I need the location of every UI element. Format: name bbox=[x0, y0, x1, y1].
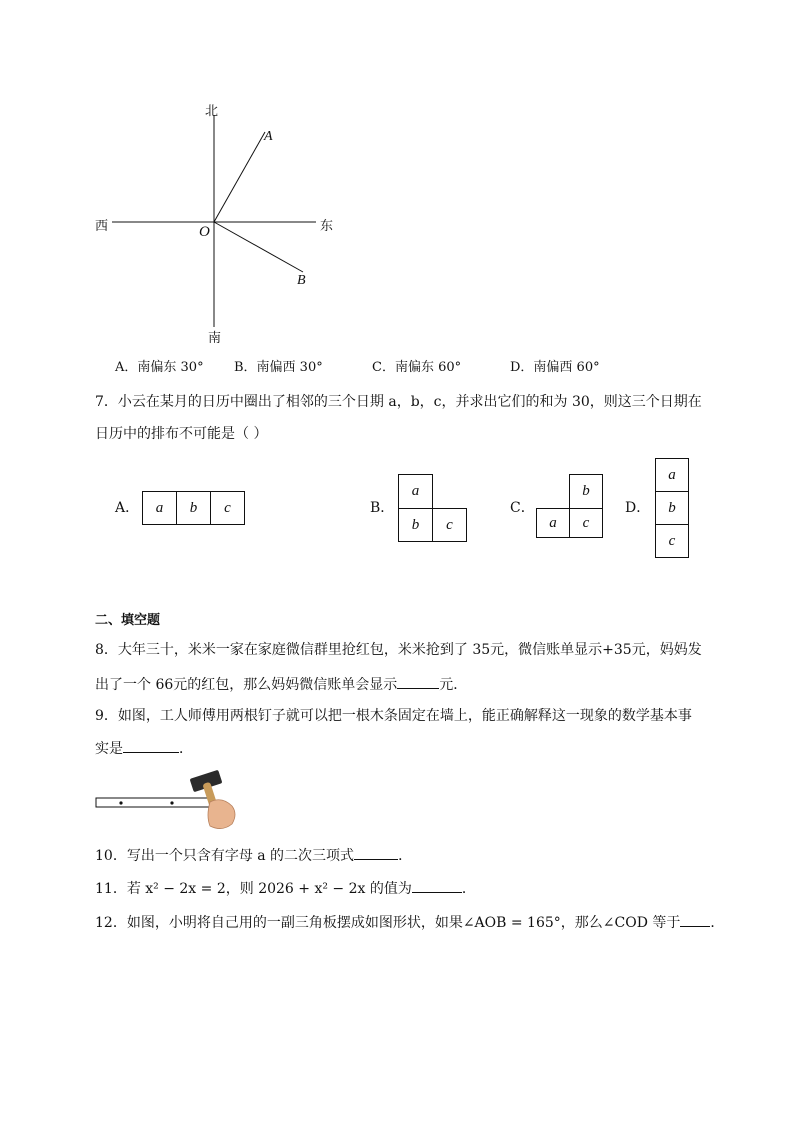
q7-option-a-label: A． bbox=[115, 500, 140, 516]
label-south: 南 bbox=[208, 331, 222, 346]
q10-text: 10．写出一个只含有字母 a 的二次三项式 bbox=[95, 848, 355, 864]
q7-option-d-label: D． bbox=[625, 500, 651, 516]
grid-cell-a: a bbox=[398, 474, 433, 509]
grid-cell-c: c bbox=[210, 491, 245, 525]
q7-line2: 日历中的排布不可能是（ ） bbox=[95, 426, 268, 442]
q6-option-b: B．南偏西 30° bbox=[234, 360, 323, 375]
q8-line2-suffix: 元． bbox=[439, 677, 468, 693]
q12-text: 12．如图，小明将自己用的一副三角板摆成如图形状，如果∠AOB = 165°，那么∠COD 等于 bbox=[95, 915, 681, 931]
hammer-wood-illustration bbox=[92, 768, 252, 834]
q6-option-a: A．南偏东 30° bbox=[115, 360, 204, 375]
label-origin: O bbox=[199, 224, 210, 240]
q12-line bbox=[95, 912, 724, 933]
grid-cell-b: b bbox=[398, 508, 433, 542]
grid-cell-c: c bbox=[655, 524, 689, 558]
label-east: 东 bbox=[320, 219, 334, 234]
wood-strip bbox=[96, 798, 211, 807]
q10-answer-blank[interactable] bbox=[354, 845, 398, 860]
section-title: 二、填空题 bbox=[95, 613, 161, 628]
q11-text: 11．若 x² − 2x = 2，则 2026 + x² − 2x 的值为 bbox=[95, 881, 412, 897]
q9-line2 bbox=[95, 738, 193, 759]
grid-cell-a: a bbox=[536, 508, 570, 538]
nail-dot bbox=[119, 801, 122, 804]
grid-cell-c: c bbox=[569, 508, 603, 538]
q8-line2 bbox=[95, 674, 467, 695]
label-point-a: A bbox=[264, 129, 273, 144]
q9-line2-text: 实是 bbox=[95, 741, 123, 757]
grid-cell-c: c bbox=[432, 508, 467, 542]
q8-line1: 8．大年三十，米米一家在家庭微信群里抢红包，米米抢到了 35元，微信账单显示+35元，妈妈发 bbox=[95, 642, 702, 658]
q10-suffix: ． bbox=[398, 848, 413, 864]
q11-line bbox=[95, 878, 476, 899]
q7-line1: 7．小云在某月的日历中圈出了相邻的三个日期 a，b，c，并求出它们的和为 30，则这三个日期在 bbox=[95, 394, 702, 410]
ray-ob bbox=[214, 222, 303, 272]
q7-option-c-label: C． bbox=[510, 500, 535, 516]
q9-line1: 9．如图，工人师傅用两根钉子就可以把一根木条固定在墙上，能正确解释这一现象的数学基本事 bbox=[95, 708, 692, 724]
q11-answer-blank[interactable] bbox=[412, 878, 462, 893]
q9-answer-blank[interactable] bbox=[123, 738, 179, 753]
q10-line bbox=[95, 845, 412, 866]
q8-answer-blank[interactable] bbox=[397, 674, 439, 689]
q6-option-c: C．南偏东 60° bbox=[372, 360, 462, 375]
q12-suffix: ． bbox=[710, 915, 725, 931]
q11-suffix: ． bbox=[461, 881, 476, 897]
label-point-b: B bbox=[297, 273, 306, 288]
label-west: 西 bbox=[95, 219, 109, 234]
q9-line2-suffix: ． bbox=[179, 741, 193, 757]
q12-answer-blank[interactable] bbox=[680, 912, 710, 927]
ray-oa bbox=[214, 132, 265, 222]
label-north: 北 bbox=[205, 104, 219, 119]
grid-cell-a: a bbox=[142, 491, 177, 525]
grid-cell-b: b bbox=[569, 474, 603, 509]
grid-cell-b: b bbox=[655, 491, 689, 525]
q6-option-d: D．南偏西 60° bbox=[510, 360, 600, 375]
compass-diagram bbox=[90, 95, 350, 350]
grid-cell-a: a bbox=[655, 458, 689, 492]
grid-cell-b: b bbox=[176, 491, 211, 525]
nail-dot bbox=[170, 801, 173, 804]
q7-option-b-label: B． bbox=[370, 500, 395, 516]
q8-line2-text: 出了一个 66元的红包，那么妈妈微信账单会显示 bbox=[95, 677, 398, 693]
